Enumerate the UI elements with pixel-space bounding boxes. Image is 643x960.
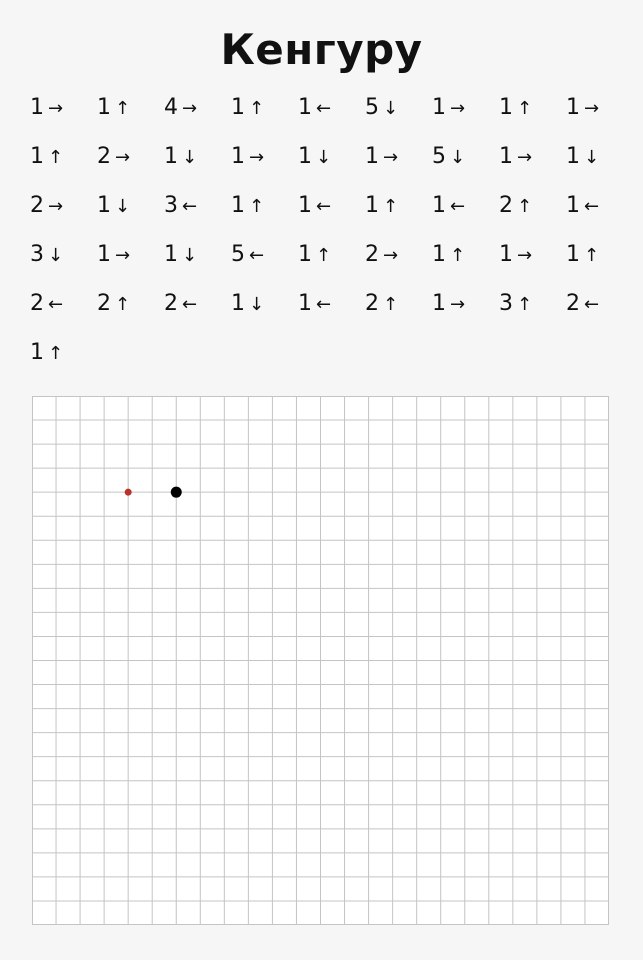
step-count: 1 — [432, 242, 446, 267]
step-29 — [97, 237, 167, 273]
step-count: 3 — [30, 242, 44, 267]
arrow-up-icon: ↑ — [584, 245, 600, 266]
step-41 — [298, 286, 368, 322]
step-34 — [432, 237, 502, 273]
arrow-down-icon: ↓ — [383, 98, 399, 119]
step-37 — [30, 286, 100, 322]
step-count: 1 — [298, 242, 312, 267]
step-count: 1 — [499, 95, 513, 120]
step-9 — [566, 90, 636, 126]
step-count: 5 — [365, 95, 379, 120]
step-22 — [231, 188, 301, 224]
step-count: 2 — [566, 291, 580, 316]
step-count: 5 — [231, 242, 245, 267]
arrow-right-icon: → — [517, 245, 533, 266]
step-count: 1 — [566, 144, 580, 169]
arrow-up-icon: ↑ — [383, 196, 399, 217]
arrow-left-icon: ← — [182, 196, 198, 217]
step-count: 3 — [164, 193, 178, 218]
step-count: 1 — [566, 193, 580, 218]
step-7 — [432, 90, 502, 126]
arrow-down-icon: ↓ — [48, 245, 64, 266]
drawing-grid[interactable] — [32, 396, 609, 925]
step-count: 1 — [164, 144, 178, 169]
step-count: 2 — [164, 291, 178, 316]
arrow-up-icon: ↑ — [115, 98, 131, 119]
step-24 — [365, 188, 435, 224]
step-count: 1 — [499, 144, 513, 169]
arrow-up-icon: ↑ — [450, 245, 466, 266]
step-12 — [164, 139, 234, 175]
step-44 — [499, 286, 569, 322]
step-33 — [365, 237, 435, 273]
step-count: 1 — [231, 291, 245, 316]
step-2 — [97, 90, 167, 126]
arrow-left-icon: ← — [316, 294, 332, 315]
step-13 — [231, 139, 301, 175]
step-count: 1 — [231, 144, 245, 169]
step-46 — [30, 335, 100, 371]
arrow-left-icon: ← — [584, 294, 600, 315]
step-count: 1 — [365, 193, 379, 218]
step-19 — [30, 188, 100, 224]
arrow-right-icon: → — [383, 147, 399, 168]
step-count: 1 — [97, 242, 111, 267]
step-count: 1 — [97, 95, 111, 120]
step-5 — [298, 90, 368, 126]
arrow-down-icon: ↓ — [182, 245, 198, 266]
step-35 — [499, 237, 569, 273]
step-16 — [432, 139, 502, 175]
step-count: 1 — [298, 144, 312, 169]
step-count: 1 — [499, 242, 513, 267]
arrow-left-icon: ← — [316, 196, 332, 217]
step-4 — [231, 90, 301, 126]
step-14 — [298, 139, 368, 175]
step-6 — [365, 90, 435, 126]
step-count: 4 — [164, 95, 178, 120]
step-42 — [365, 286, 435, 322]
arrow-right-icon: → — [48, 98, 64, 119]
step-count: 1 — [298, 193, 312, 218]
arrow-down-icon: ↓ — [249, 294, 265, 315]
step-20 — [97, 188, 167, 224]
arrow-down-icon: ↓ — [316, 147, 332, 168]
step-count: 1 — [365, 144, 379, 169]
step-count: 1 — [30, 144, 44, 169]
step-count: 1 — [298, 95, 312, 120]
arrow-up-icon: ↑ — [48, 147, 64, 168]
step-32 — [298, 237, 368, 273]
step-count: 1 — [432, 193, 446, 218]
step-count: 1 — [164, 242, 178, 267]
step-43 — [432, 286, 502, 322]
arrow-left-icon: ← — [249, 245, 265, 266]
step-count: 1 — [97, 193, 111, 218]
arrow-up-icon: ↑ — [48, 343, 64, 364]
step-count: 1 — [30, 95, 44, 120]
step-10 — [30, 139, 100, 175]
arrow-up-icon: ↑ — [517, 98, 533, 119]
arrow-left-icon: ← — [584, 196, 600, 217]
step-3 — [164, 90, 234, 126]
arrow-right-icon: → — [115, 245, 131, 266]
step-39 — [164, 286, 234, 322]
arrow-left-icon: ← — [182, 294, 198, 315]
step-count: 2 — [365, 291, 379, 316]
arrow-right-icon: → — [249, 147, 265, 168]
step-count: 2 — [499, 193, 513, 218]
step-26 — [499, 188, 569, 224]
step-15 — [365, 139, 435, 175]
arrow-right-icon: → — [584, 98, 600, 119]
arrow-down-icon: ↓ — [115, 196, 131, 217]
arrow-down-icon: ↓ — [182, 147, 198, 168]
arrow-right-icon: → — [48, 196, 64, 217]
start-dot-black — [171, 487, 182, 498]
step-18 — [566, 139, 636, 175]
step-8 — [499, 90, 569, 126]
step-11 — [97, 139, 167, 175]
arrow-up-icon: ↑ — [517, 196, 533, 217]
step-40 — [231, 286, 301, 322]
step-count: 5 — [432, 144, 446, 169]
step-17 — [499, 139, 569, 175]
arrow-up-icon: ↑ — [383, 294, 399, 315]
arrow-right-icon: → — [450, 98, 466, 119]
arrow-up-icon: ↑ — [115, 294, 131, 315]
step-count: 2 — [30, 193, 44, 218]
start-dot-red — [125, 489, 132, 496]
arrow-right-icon: → — [517, 147, 533, 168]
step-36 — [566, 237, 636, 273]
page-title: Кенгуру — [220, 25, 423, 74]
step-count: 1 — [30, 340, 44, 365]
step-1 — [30, 90, 100, 126]
step-count: 1 — [432, 291, 446, 316]
arrow-left-icon: ← — [450, 196, 466, 217]
arrow-right-icon: → — [115, 147, 131, 168]
arrow-right-icon: → — [383, 245, 399, 266]
arrow-up-icon: ↑ — [517, 294, 533, 315]
arrow-down-icon: ↓ — [584, 147, 600, 168]
step-count: 1 — [231, 95, 245, 120]
arrow-right-icon: → — [182, 98, 198, 119]
step-30 — [164, 237, 234, 273]
arrow-left-icon: ← — [316, 98, 332, 119]
arrow-right-icon: → — [450, 294, 466, 315]
arrow-up-icon: ↑ — [316, 245, 332, 266]
step-31 — [231, 237, 301, 273]
step-count: 1 — [432, 95, 446, 120]
step-28 — [30, 237, 100, 273]
arrow-up-icon: ↑ — [249, 98, 265, 119]
step-38 — [97, 286, 167, 322]
arrow-down-icon: ↓ — [450, 147, 466, 168]
arrow-left-icon: ← — [48, 294, 64, 315]
step-count: 1 — [566, 242, 580, 267]
step-27 — [566, 188, 636, 224]
step-count: 2 — [365, 242, 379, 267]
step-45 — [566, 286, 636, 322]
step-count: 1 — [231, 193, 245, 218]
step-count: 1 — [298, 291, 312, 316]
step-count: 3 — [499, 291, 513, 316]
step-21 — [164, 188, 234, 224]
step-25 — [432, 188, 502, 224]
step-count: 2 — [97, 291, 111, 316]
grid-svg[interactable] — [32, 396, 609, 925]
step-count: 2 — [30, 291, 44, 316]
step-23 — [298, 188, 368, 224]
step-count: 2 — [97, 144, 111, 169]
arrow-up-icon: ↑ — [249, 196, 265, 217]
step-count: 1 — [566, 95, 580, 120]
